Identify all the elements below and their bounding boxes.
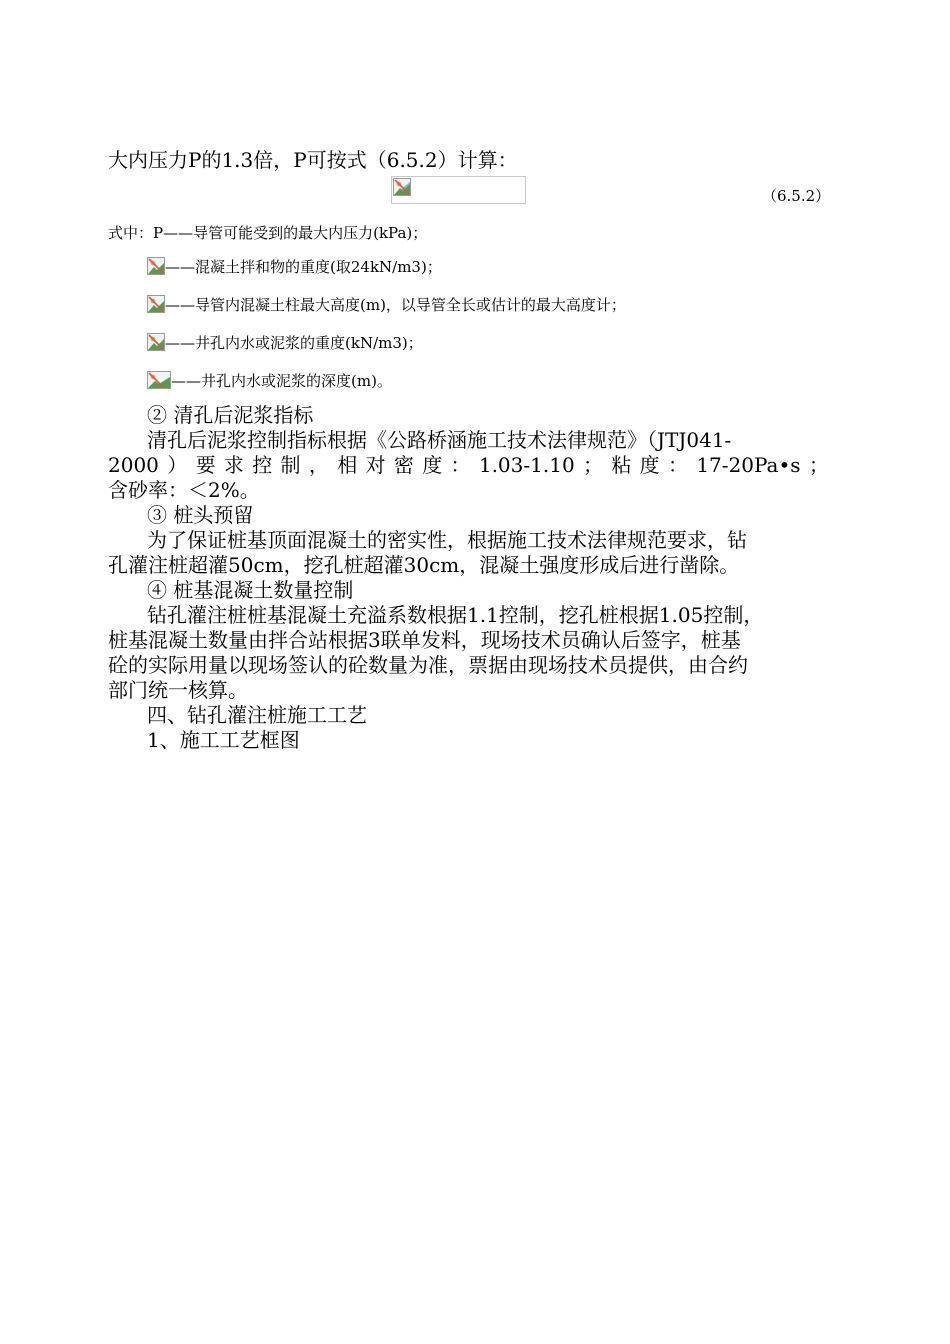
heading-concrete-quantity: ④ 桩基混凝土数量控制: [147, 578, 354, 602]
justified-token: ）: [167, 453, 188, 477]
justified-token: ；: [583, 453, 603, 477]
paragraph-mud-line-2: [108, 453, 829, 477]
justified-token: 度: [422, 453, 443, 477]
justified-token: 制: [280, 453, 301, 477]
definition-2: [147, 295, 626, 314]
justified-token: ；: [808, 453, 829, 477]
definition-1: [147, 257, 442, 276]
text-line-1: 大内压力P的1.3倍，P可按式（6.5.2）计算：: [108, 148, 518, 172]
definition-4-text: ——井孔内水或泥浆的深度(m)。: [171, 372, 392, 390]
paragraph-mud-line-3: 含砂率：＜2%。: [108, 478, 260, 502]
justified-token: 度: [639, 453, 660, 477]
justified-token: 求: [223, 453, 244, 477]
heading-pile-head: ③ 桩头预留: [147, 503, 254, 527]
broken-image-icon: [147, 333, 165, 351]
justified-token: 1.03-1.10: [478, 453, 575, 477]
definition-2-text: ——导管内混凝土柱最大高度(m)，以导管全长或估计的最大高度计；: [165, 296, 626, 314]
heading-process-flowchart: 1、施工工艺框图: [147, 728, 300, 752]
paragraph-concrete-line-3: 砼的实际用量以现场签认的砼数量为准，票据由现场技术员提供，由合约: [108, 653, 748, 677]
justified-token: 17-20Pa•s: [696, 453, 801, 477]
heading-mud-index: ② 清孔后泥浆指标: [147, 403, 314, 427]
justified-token: ：: [450, 453, 471, 477]
justified-token: 密: [393, 453, 414, 477]
justified-token: ：: [667, 453, 688, 477]
text-where: 式中：P——导管可能受到的最大内压力(kPa)；: [108, 224, 428, 242]
broken-image-icon: [147, 295, 165, 313]
definition-4: [147, 371, 392, 390]
justified-token: 2000: [108, 453, 159, 477]
definition-1-text: ——混凝土拌和物的重度(取24kN/m3)；: [165, 258, 442, 276]
definition-3-text: ——井孔内水或泥浆的重度(kN/m3)；: [165, 334, 423, 352]
paragraph-concrete-line-1: 钻孔灌注桩桩基混凝土充溢系数根据1.1控制，挖孔桩根据1.05控制，: [147, 603, 764, 627]
paragraph-concrete-line-4: 部门统一核算。: [108, 678, 248, 702]
heading-construction-process: 四、钻孔灌注桩施工工艺: [147, 703, 367, 727]
justified-token: 要: [195, 453, 216, 477]
justified-token: 相: [337, 453, 358, 477]
definition-3: [147, 333, 423, 352]
equation-number: （6.5.2）: [762, 187, 831, 205]
formula-image-frame: [391, 176, 526, 204]
broken-image-icon: [147, 257, 165, 275]
justified-token: 粘: [611, 453, 632, 477]
justified-token: 对: [365, 453, 386, 477]
paragraph-concrete-line-2: 桩基混凝土数量由拌合站根据3联单发料，现场技术员确认后签字，桩基: [108, 628, 741, 652]
paragraph-mud-line-1: 清孔后泥浆控制指标根据《公路桥涵施工技术法律规范》（JTJ041-: [147, 428, 732, 452]
justified-token: 控: [252, 453, 273, 477]
paragraph-pile-head-line-2: 孔灌注桩超灌50cm，挖孔桩超灌30cm，混凝土强度形成后进行凿除。: [108, 553, 740, 577]
paragraph-pile-head-line-1: 为了保证桩基顶面混凝土的密实性，根据施工技术法律规范要求，钻: [147, 528, 747, 552]
broken-image-icon: [393, 178, 411, 196]
broken-image-icon: [147, 371, 171, 389]
justified-token: ，: [308, 453, 329, 477]
